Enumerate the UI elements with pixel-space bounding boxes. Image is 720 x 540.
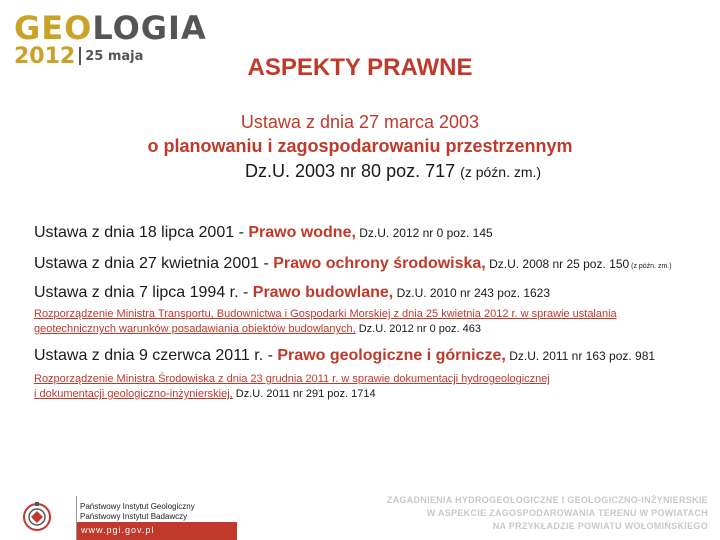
footer-institute-subname: Państwowy Instytut Badawczy [80, 512, 188, 521]
geologia-logo [14, 9, 207, 70]
act-item: Ustawa z dnia 27 kwietnia 2001 - Prawo ochrony środowiska, Dz.U. 2008 nr 25 poz. 150 (z późn. zm.) [34, 255, 672, 272]
regulation-link[interactable]: geotechnicznych warunków posadawiania obiektów budowlanych, [34, 323, 356, 335]
act-name: Prawo geologiczne i górnicze, [277, 347, 506, 364]
main-act-citation: Dz.U. 2003 nr 80 poz. 717 [245, 161, 456, 181]
main-act-suffix: (z późn. zm.) [460, 164, 542, 180]
regulation-link[interactable]: i dokumentacji geologiczno-inżynierskiej, [34, 388, 233, 400]
logo-date: 25 maja [85, 49, 144, 64]
pgi-emblem-icon [22, 500, 52, 534]
regulation-item: Rozporządzenie Ministra Środowiska z dnia 23 grudnia 2011 r. w sprawie dokumentacji hydrogeologicznej i dokumentacji geologiczno-inżynierskiej, Dz.U. 2011 nr 291 poz. 1714 [34, 373, 550, 400]
main-act-line1: Ustawa z dnia 27 marca 2003 [240, 112, 480, 132]
main-act-line2: o planowaniu i zagospodarowaniu przestrzennym [147, 136, 573, 156]
logo-separator [79, 47, 81, 65]
act-item: Ustawa z dnia 9 czerwca 2011 r. - Prawo geologiczne i górnicze, Dz.U. 2011 nr 163 poz. 981 [34, 347, 656, 364]
act-name: Prawo wodne, [248, 224, 356, 241]
logo-year: 2012 [14, 44, 76, 69]
act-item: Ustawa z dnia 18 lipca 2001 - Prawo wodne, Dz.U. 2012 nr 0 poz. 145 [34, 224, 493, 241]
page-title: ASPEKTY PRAWNE [247, 54, 473, 81]
footer-institute-box [76, 496, 237, 540]
regulation-link[interactable]: Rozporządzenie Ministra Środowiska z dnia 23 grudnia 2011 r. w sprawie dokumentacji hydrogeologicznej [34, 373, 550, 385]
act-name: Prawo budowlane, [252, 284, 394, 301]
main-act-citation-line [245, 161, 541, 182]
regulation-item: Rozporządzenie Ministra Transportu, Budownictwa i Gospodarki Morskiej z dnia 25 kwietnia 2012 r. w sprawie ustalania geotechnicznych warunków posadawiania obiektów budowlanych, Dz.U. 2012 nr 0 poz. 463 [34, 308, 617, 335]
act-name: Prawo ochrony środowiska, [273, 255, 486, 272]
act-item: Ustawa z dnia 7 lipca 1994 r. - Prawo budowlane, Dz.U. 2010 nr 243 poz. 1623 [34, 284, 551, 301]
logo-date-row [14, 46, 143, 70]
logo-wordmark: GEOLOGIA [14, 9, 207, 47]
footer-project-title: ZAGADNIENIA HYDROGEOLOGICZNE I GEOLOGICZNO-INŻYNIERSKIE W ASPEKCIE ZAGOSPODAROWANIA TERENU W POWIATACH NA PRZYKŁADZIE POWIATU WOŁOMIŃSKIEGO [386, 495, 708, 531]
regulation-link[interactable]: Rozporządzenie Ministra Transportu, Budownictwa i Gospodarki Morskiej z dnia 25 kwietnia 2012 r. w sprawie ustalania [34, 308, 617, 320]
footer-url-link[interactable]: www.pgi.gov.pl [81, 525, 155, 535]
footer-institute-name: Państwowy Instytut Geologiczny [80, 502, 195, 511]
